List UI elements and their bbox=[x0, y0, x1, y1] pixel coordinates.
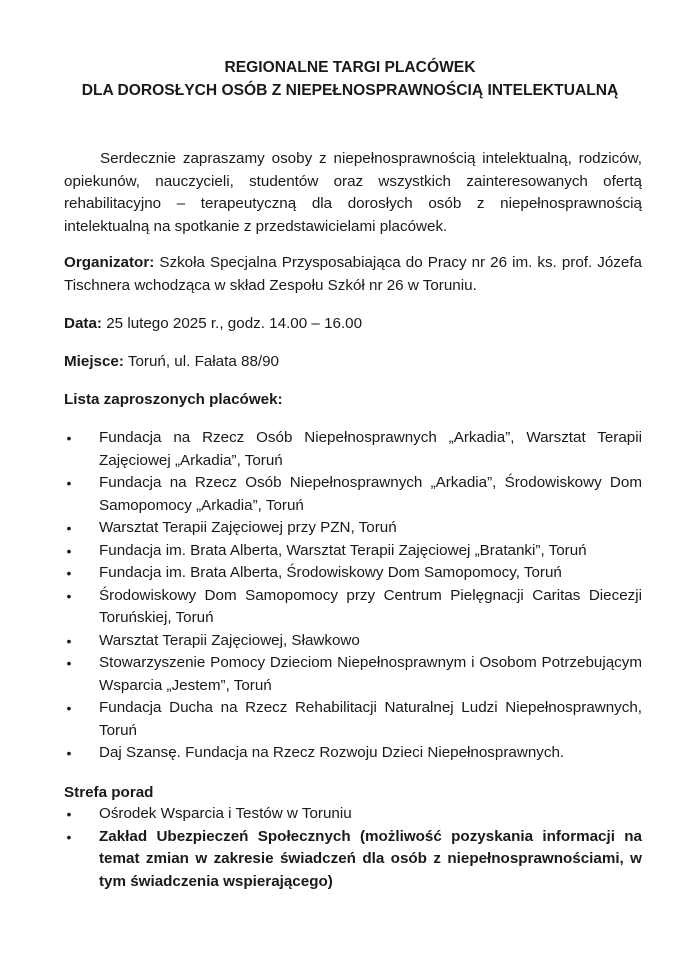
bullet-icon: • bbox=[66, 565, 72, 581]
place-value: Toruń, ul. Fałata 88/90 bbox=[123, 353, 280, 370]
list-item bbox=[64, 630, 642, 653]
document-title-line-1: REGIONALNE TARGI PLACÓWEK bbox=[224, 59, 476, 76]
list-item-text: Fundacja im. Brata Alberta, Warsztat Terapii Zajęciowej „Bratanki”, Toruń bbox=[99, 541, 587, 559]
list-item-text: Fundacja Ducha na Rzecz Rehabilitacji Naturalnej Ludzi Niepełnosprawnych, Toruń bbox=[99, 699, 642, 739]
list-item-text: Ośrodek Wsparcia i Testów w Toruniu bbox=[99, 805, 352, 822]
list-item-text: Fundacja na Rzecz Osób Niepełnosprawnych „Arkadia”, Środowiskowy Dom Samopomocy „Arkadia”, Toruń bbox=[99, 474, 642, 514]
list-item bbox=[64, 540, 642, 563]
list-item bbox=[64, 517, 642, 540]
list-item bbox=[64, 585, 642, 630]
bullet-icon: • bbox=[66, 520, 72, 536]
list-item bbox=[64, 472, 642, 517]
list-item-text: Warsztat Terapii Zajęciowej, Sławkowo bbox=[99, 631, 360, 649]
bullet-icon: • bbox=[66, 655, 72, 671]
intro-paragraph: Serdecznie zapraszamy osoby z niepełnosprawnością intelektualną, rodziców, opiekunów, nauczycieli, studentów oraz wszystkich zainteresowanych ofertą rehabilitacyjno – terapeutyczną dla dorosłych osób z niepełnosprawnością intelektualną na spotkanie z przedstawicielami placówek. bbox=[64, 150, 642, 235]
invited-list-heading: Lista zaproszonych placówek: bbox=[64, 391, 283, 408]
bullet-icon: • bbox=[66, 806, 72, 822]
organizer-label: Organizator: bbox=[64, 254, 155, 271]
date-label: Data: bbox=[64, 315, 102, 332]
advice-zone-heading: Strefa porad bbox=[64, 784, 154, 801]
bullet-icon: • bbox=[66, 475, 72, 491]
bullet-icon: • bbox=[66, 632, 72, 649]
list-item bbox=[64, 826, 642, 894]
place-paragraph bbox=[64, 351, 642, 374]
list-item-text: Daj Szansę. Fundacja na Rzecz Rozwoju Dzieci Niepełnosprawnych. bbox=[99, 744, 565, 761]
bullet-icon: • bbox=[66, 542, 72, 559]
list-item-text: Warsztat Terapii Zajęciowej przy PZN, Toruń bbox=[99, 519, 397, 536]
bullet-icon: • bbox=[66, 745, 72, 761]
invited-list bbox=[64, 427, 642, 765]
list-item-text: Zakład Ubezpieczeń Społecznych (możliwość pozyskania informacji na temat zmian w zakresie świadczeń dla osób z niepełnosprawnościami, w tym świadczenia wspierającego) bbox=[99, 827, 642, 890]
list-item bbox=[64, 742, 642, 765]
list-item-text: Fundacja im. Brata Alberta, Środowiskowy Dom Samopomocy, Toruń bbox=[99, 564, 562, 581]
bullet-icon: • bbox=[66, 587, 72, 604]
list-item bbox=[64, 803, 642, 826]
advice-zone-list bbox=[64, 803, 642, 893]
list-item-text: Środowiskowy Dom Samopomocy przy Centrum Pielęgnacji Caritas Diecezji Toruńskiej, Toruń bbox=[99, 586, 642, 626]
bullet-icon: • bbox=[66, 828, 72, 845]
list-item-text: Fundacja na Rzecz Osób Niepełnosprawnych „Arkadia”, Warsztat Terapii Zajęciowej „Arkadia”, Toruń bbox=[99, 429, 642, 469]
list-item bbox=[64, 562, 642, 585]
organizer-paragraph bbox=[64, 252, 642, 297]
list-item bbox=[64, 427, 642, 472]
bullet-icon: • bbox=[66, 700, 72, 716]
list-item-text: Stowarzyszenie Pomocy Dzieciom Niepełnosprawnym i Osobom Potrzebującym Wsparcia „Jestem”, Toruń bbox=[99, 654, 642, 694]
date-paragraph bbox=[64, 313, 642, 336]
date-value: 25 lutego 2025 r., godz. 14.00 – 16.00 bbox=[101, 315, 363, 332]
list-item bbox=[64, 652, 642, 697]
list-item bbox=[64, 697, 642, 742]
organizer-value: Szkoła Specjalna Przysposabiająca do Pracy nr 26 im. ks. prof. Józefa Tischnera wchodząca w skład Zespołu Szkół nr 26 w Toruniu. bbox=[64, 254, 642, 294]
document-title-line-2: DLA DOROSŁYCH OSÓB Z NIEPEŁNOSPRAWNOŚCIĄ INTELEKTUALNĄ bbox=[81, 82, 619, 99]
bullet-icon: • bbox=[66, 430, 72, 446]
place-label: Miejsce: bbox=[64, 353, 124, 370]
